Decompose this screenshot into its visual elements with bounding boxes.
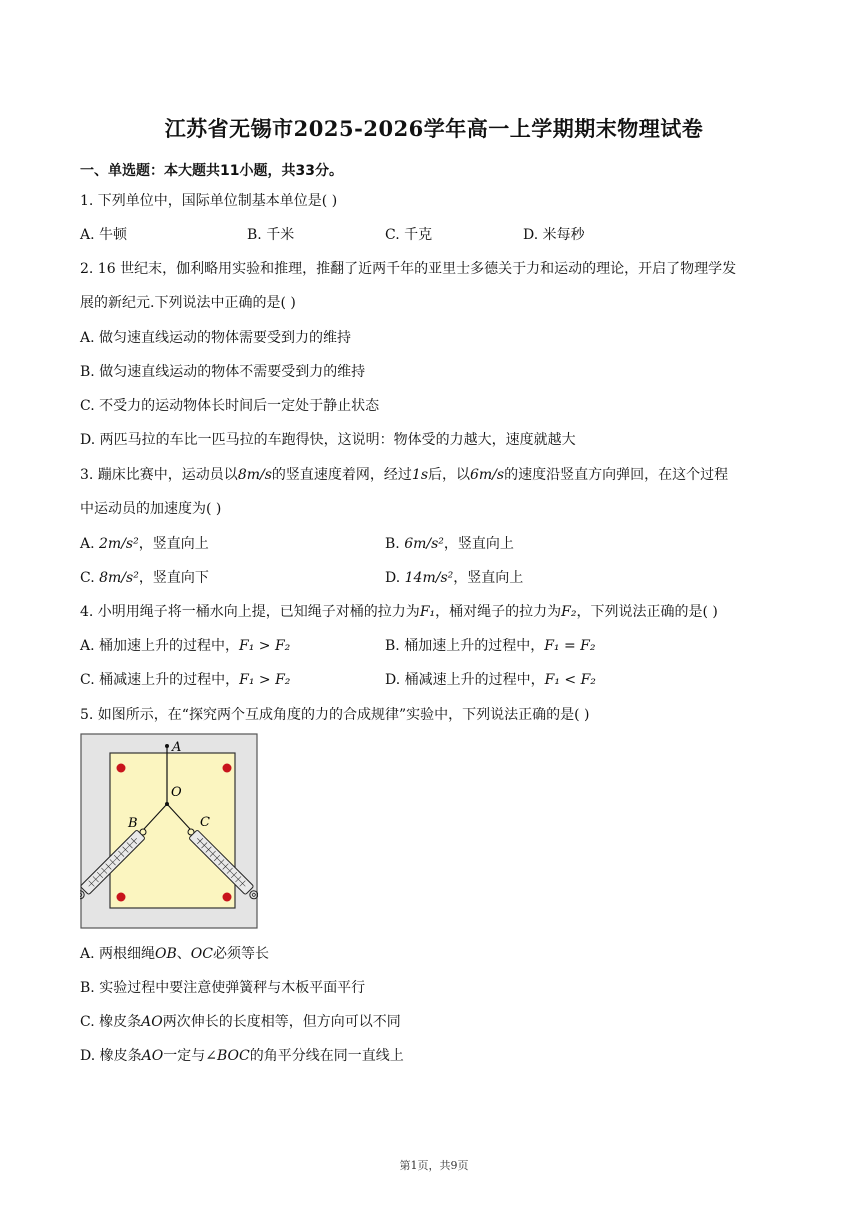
option-text: B. 桶加速上升的过程中，: [385, 638, 545, 654]
option-label: A.: [80, 536, 100, 552]
label-b: B: [128, 816, 138, 831]
option-math: ∠BOC: [205, 1048, 250, 1064]
q4-text-2: ，桶对绳子的拉力为: [435, 604, 562, 620]
option-text: C. 橡皮条: [80, 1014, 142, 1030]
q1-option-d: D. 米每秒: [523, 227, 585, 243]
q5-option-d: [80, 1046, 404, 1066]
q3-text-4: 的速度沿竖直方向弹回，在这个过程: [504, 467, 729, 483]
option-label: D.: [385, 570, 405, 586]
option-expression: F₁ > F₂: [239, 672, 291, 688]
pin-bottom-left: [117, 893, 126, 902]
q3-option-a: [80, 534, 209, 554]
q1-option-a: A. 牛顿: [80, 227, 128, 243]
q4-option-b: [385, 636, 596, 656]
q3-time: 1s: [411, 467, 428, 483]
option-math: OB: [155, 946, 177, 962]
q5-option-b: [80, 978, 365, 998]
option-math: OC: [190, 946, 213, 962]
pin-bottom-right: [223, 893, 232, 902]
option-text: D. 橡皮条: [80, 1048, 142, 1064]
q4-text-1: 4. 小明用绳子将一桶水向上提，已知绳子对桶的拉力为: [80, 604, 420, 620]
question-2-stem-line1: 2. 16 世纪末，伽利略用实验和推理，推翻了近两千年的亚里士多德关于力和运动的理论，开启了物理学发: [80, 261, 737, 277]
q4-option-a: [80, 636, 290, 656]
q3-velocity-2: 6m/s: [470, 467, 505, 483]
page-title: 江苏省无锡市2025-2026学年高一上学期期末物理试卷: [164, 116, 704, 141]
option-text: A. 两根细绳: [80, 946, 156, 962]
option-value: 14m/s²: [404, 570, 454, 586]
q3-text-2: 的竖直速度着网，经过: [271, 467, 412, 483]
option-value: 2m/s²: [99, 536, 139, 552]
q3-velocity-1: 8m/s: [237, 467, 272, 483]
q3-option-d: [385, 568, 523, 588]
option-direction: ，竖直向上: [443, 536, 514, 552]
option-value: 8m/s²: [99, 570, 139, 586]
option-expression: F₁ < F₂: [544, 672, 596, 688]
question-4-stem: [80, 602, 718, 622]
q3-text-1: 3. 蹦床比赛中，运动员以: [80, 467, 238, 483]
q4-text-3: ，下列说法正确的是( ): [576, 604, 718, 620]
q4-option-c: [80, 670, 290, 690]
q4-option-d: [385, 670, 596, 690]
option-text: 的角平分线在同一直线上: [249, 1048, 404, 1064]
label-o: O: [171, 785, 182, 800]
option-expression: F₁ > F₂: [239, 638, 291, 654]
question-3-stem-line1: [80, 465, 728, 485]
option-text: C. 桶减速上升的过程中，: [80, 672, 240, 688]
q4-force-2: F₂: [561, 604, 577, 620]
option-text: 一定与: [163, 1048, 206, 1064]
q3-text-3: 后，以: [428, 467, 470, 483]
q3-option-c: [80, 568, 209, 588]
q1-option-c: C. 千克: [385, 227, 433, 243]
option-expression: F₁ = F₂: [544, 638, 596, 654]
force-experiment-figure: [80, 733, 258, 929]
q2-option-c: C. 不受力的运动物体长时间后一定处于静止状态: [80, 398, 380, 414]
pin-top-left: [117, 764, 126, 773]
option-direction: ，竖直向下: [138, 570, 209, 586]
pin-top-right: [223, 764, 232, 773]
option-direction: ，竖直向上: [453, 570, 524, 586]
question-5-stem: 5. 如图所示，在“探究两个互成角度的力的合成规律”实验中，下列说法正确的是( ): [80, 707, 590, 723]
option-direction: ，竖直向上: [138, 536, 209, 552]
option-math: AO: [141, 1048, 164, 1064]
q3-option-b: [385, 534, 514, 554]
point-a: [165, 744, 169, 748]
question-1-stem: 1. 下列单位中，国际单位制基本单位是( ): [80, 193, 338, 209]
option-text: B. 实验过程中要注意使弹簧秤与木板平面平行: [80, 980, 366, 996]
page-footer: 第1页，共9页: [399, 1159, 469, 1172]
q2-option-b: B. 做匀速直线运动的物体不需要受到力的维持: [80, 364, 366, 380]
question-3-stem-line2: 中运动员的加速度为( ): [80, 501, 222, 517]
option-label: C.: [80, 570, 100, 586]
q5-option-a: [80, 944, 269, 964]
q5-option-c: [80, 1012, 401, 1032]
option-text: 、: [176, 946, 191, 962]
q2-option-d: D. 两匹马拉的车比一匹马拉的车跑得快，这说明：物体受的力越大，速度就越大: [80, 432, 576, 448]
q2-option-a: A. 做匀速直线运动的物体需要受到力的维持: [80, 330, 352, 346]
option-math: AO: [141, 1014, 163, 1030]
option-label: B.: [385, 536, 405, 552]
option-text: 两次伸长的长度相等，但方向可以不同: [162, 1014, 401, 1030]
section-heading: 一、单选题：本大题共11小题，共33分。: [80, 163, 343, 179]
option-value: 6m/s²: [404, 536, 444, 552]
label-c: C: [200, 815, 210, 830]
label-a: A: [172, 740, 182, 755]
question-2-stem-line2: 展的新纪元.下列说法中正确的是( ): [80, 295, 296, 311]
option-text: A. 桶加速上升的过程中，: [80, 638, 240, 654]
option-text: 必须等长: [212, 946, 269, 962]
q1-option-b: B. 千米: [247, 227, 295, 243]
q4-force-1: F₁: [419, 604, 436, 620]
option-text: D. 桶减速上升的过程中，: [385, 672, 545, 688]
